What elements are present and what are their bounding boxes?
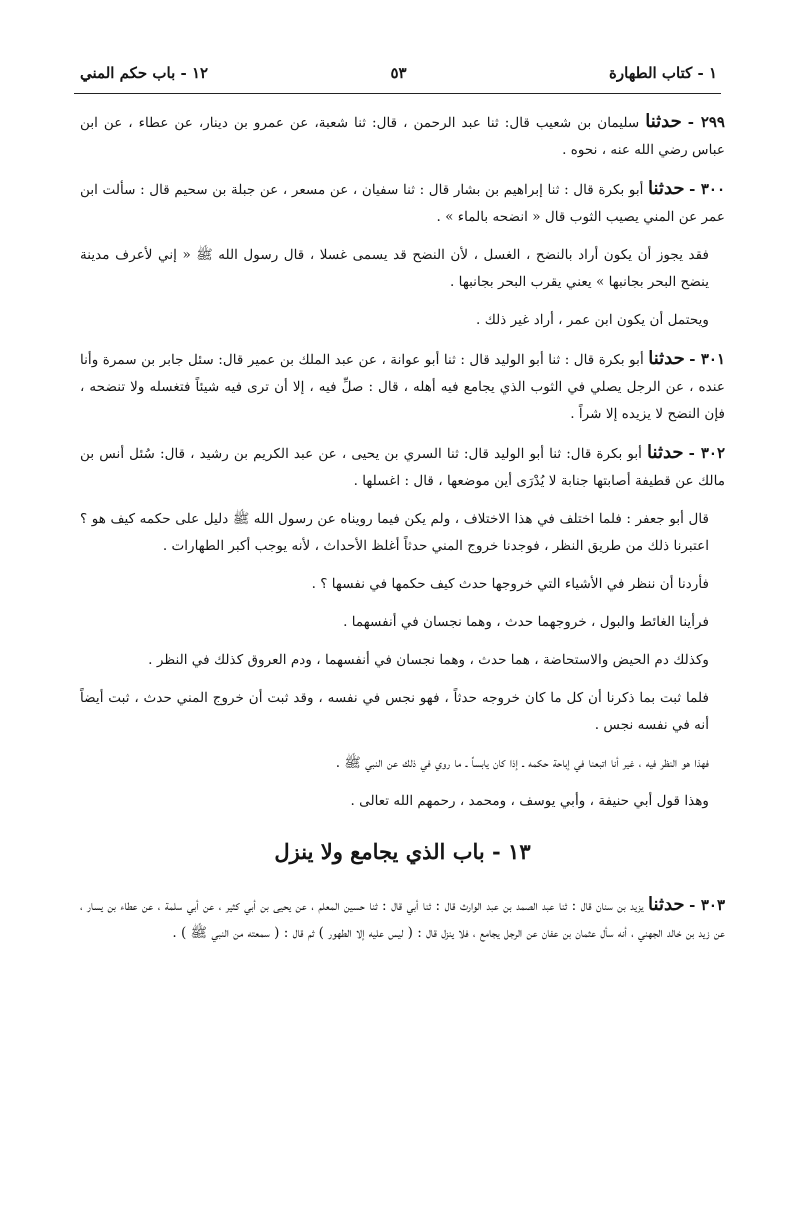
paragraph-text: ويحتمل أن يكون ابن عمر ، أراد غير ذلك . <box>476 312 709 328</box>
hadith-paragraph <box>80 108 725 164</box>
hadith-number: ٣٠٣ - <box>689 896 726 914</box>
hadith-paragraph <box>80 891 725 947</box>
haddathana-keyword: حدثنا <box>645 111 682 132</box>
paragraph-text: فهذا هو النظر فيه ، غير أنا اتبعنا في إباحة حكمه ـ إذا كان يابساً ـ ما روي في ذلك عن النبي ﷺ . <box>335 755 709 771</box>
paragraph-list-2 <box>80 891 725 947</box>
commentary-paragraph <box>80 307 725 334</box>
paragraph-list <box>80 108 725 815</box>
haddathana-keyword: حدثنا <box>647 442 684 463</box>
paragraph-text: أبو بكرة قال : ثنا إبراهيم بن بشار قال : ثنا سفيان ، عن مسعر ، عن جبلة بن سحيم قال : سألت ابن عمر عن المني يصيب الثوب قال « انضحه بالماء » . <box>80 182 725 225</box>
commentary-paragraph <box>80 750 725 777</box>
commentary-paragraph <box>80 647 725 674</box>
paragraph-text: يزيد بن سنان قال : ثنا عبد الصمد بن عبد الوارث قال : ثنا أبي قال : ثنا حسين المعلم ، عن يحيى بن أبي كثير ، عن أبي سلمة ، عن عطاء بن يسار ، عن زيد بن خالد الجهني ، أنه سأل عثمان بن عفان عن الرجل يجامع ، فلا ينزل قال : ( ليس عليه إلا الطهور ) ثم قال : ( سمعته من النبي ﷺ ) . <box>80 898 725 941</box>
header-rule <box>74 93 721 94</box>
commentary-paragraph <box>80 506 725 560</box>
commentary-paragraph <box>80 242 725 296</box>
haddathana-keyword: حدثنا <box>648 894 685 915</box>
haddathana-keyword: حدثنا <box>648 178 685 199</box>
page-number: ٥٣ <box>390 64 407 82</box>
commentary-paragraph <box>80 788 725 815</box>
hadith-paragraph <box>80 175 725 231</box>
hadith-number: ٢٩٩ - <box>687 113 725 131</box>
commentary-paragraph <box>80 609 725 636</box>
paragraph-text: قال أبو جعفر : فلما اختلف في هذا الاختلاف ، ولم يكن فيما رويناه عن رسول الله ﷺ دليل على حكمه كيف هو ؟ اعتبرنا ذلك من طريق النظر ، فوجدنا خروج المني حدثاً أغلظ الأحداث ، لأنه يوجب أكبر الطهارات . <box>80 511 709 554</box>
paragraph-text: وهذا قول أبي حنيفة ، وأبي يوسف ، ومحمد ، رحمهم الله تعالى . <box>350 793 709 809</box>
paragraph-text: أبو بكرة قال : ثنا أبو الوليد قال : ثنا أبو عوانة ، عن عبد الملك بن عمير قال: سئل جابر بن سمرة وأنا عنده ، عن الرجل يصلي في الثوب الذي يجامع فيه أهله ، قال : صلِّ فيه ، إلا أن ترى فيه شيئاً فتغسله ولا تنضحه ، فإن النضح لا يزيده إلا شراً . <box>80 352 725 422</box>
page-body <box>80 108 725 958</box>
paragraph-text: فقد يجوز أن يكون أراد بالنضح ، الغسل ، لأن النضح قد يسمى غسلا ، قال رسول الله ﷺ « إني لأعرف مدينة ينضح البحر بجانبها » يعني يقرب البحر بجانبها . <box>80 247 710 290</box>
paragraph-text: أبو بكرة قال: ثنا أبو الوليد قال: ثنا السري بن يحيى ، عن عبد الكريم بن رشيد ، قال: سُئل أنس بن مالك عن قطيفة أصابتها جنابة لا يُدْرَى أين موضعها ، قال : اغسلها . <box>80 446 725 489</box>
chapter-heading: ١٣ - باب الذي يجامع ولا ينزل <box>274 839 531 864</box>
commentary-paragraph <box>80 685 725 739</box>
haddathana-keyword: حدثنا <box>648 348 685 369</box>
running-header <box>80 58 717 90</box>
hadith-number: ٣٠١ - <box>689 350 726 368</box>
commentary-paragraph <box>80 571 725 598</box>
chapter-running-title: ١٢ - باب حكم المني <box>80 64 209 82</box>
hadith-paragraph <box>80 439 725 495</box>
paragraph-text: فلما ثبت بما ذكرنا أن كل ما كان خروجه حدثاً ، فهو نجس في نفسه ، وقد ثبت أن خروج المني حدث ، ثبت أيضاً أنه في نفسه نجس . <box>80 690 709 733</box>
paragraph-text: سليمان بن شعيب قال: ثنا عبد الرحمن ، قال: ثنا شعبة، عن عمرو بن دينار، عن عطاء ، عن ابن عباس رضي الله عنه ، نحوه . <box>80 115 725 158</box>
paragraph-text: وكذلك دم الحيض والاستحاضة ، هما حدث ، وهما نجسان في أنفسهما ، ودم العروق كذلك في النظر . <box>148 652 709 668</box>
book-title: ١ - كتاب الطهارة <box>609 64 717 82</box>
hadith-number: ٣٠٢ - <box>688 444 726 462</box>
paragraph-text: فأردنا أن ننظر في الأشياء التي خروجها حدث كيف حكمها في نفسها ؟ . <box>311 576 709 592</box>
hadith-paragraph <box>80 345 725 428</box>
hadith-number: ٣٠٠ - <box>689 180 726 198</box>
paragraph-text: فرأينا الغائط والبول ، خروجهما حدث ، وهما نجسان في أنفسهما . <box>343 614 709 630</box>
